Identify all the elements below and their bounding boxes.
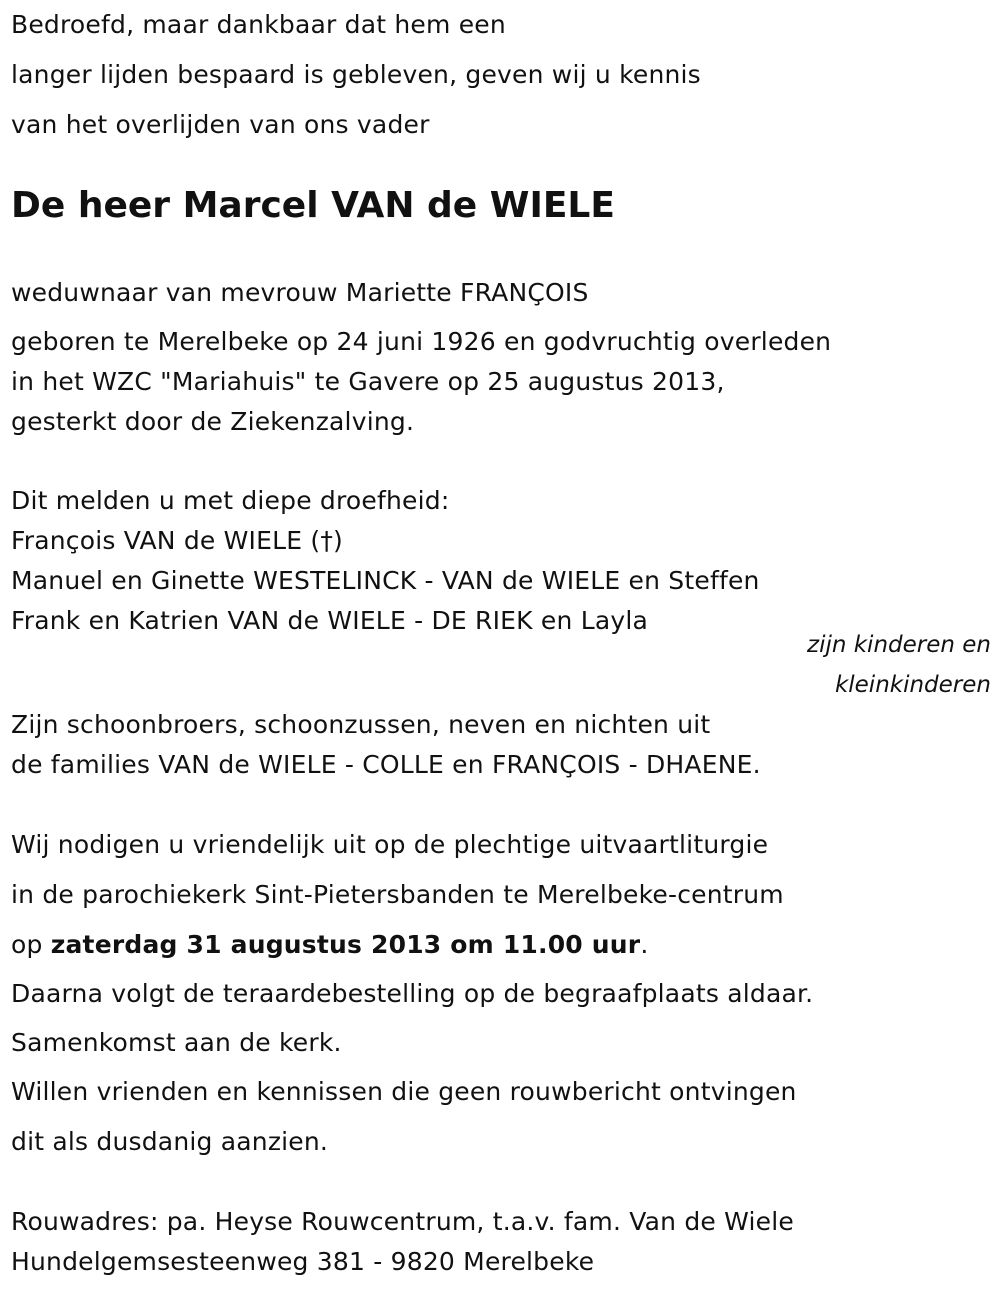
ceremony-line-4: Daarna volgt de teraardebestelling op de begraafplaats aldaar. xyxy=(11,979,814,1008)
ceremony-line-5: Samenkomst aan de kerk. xyxy=(11,1028,342,1057)
intro-line-3: van het overlijden van ons vader xyxy=(11,110,430,139)
family-intro: Dit melden u met diepe droefheid: xyxy=(11,486,450,515)
extended-family-line-2: de families VAN de WIELE - COLLE en FRANÇOIS - DHAENE. xyxy=(11,750,761,779)
intro-line-1: Bedroefd, maar dankbaar dat hem een xyxy=(11,10,506,39)
relation-line-1: zijn kinderen en xyxy=(807,632,991,658)
birth-line-3: gesterkt door de Ziekenzalving. xyxy=(11,407,415,436)
ceremony-date-suffix: . xyxy=(640,930,649,959)
family-member-2: Manuel en Ginette WESTELINCK - VAN de WIELE en Steffen xyxy=(11,566,760,595)
birth-line-2: in het WZC "Mariahuis" te Gavere op 25 augustus 2013, xyxy=(11,367,725,396)
intro-line-2: langer lijden bespaard is gebleven, geven wij u kennis xyxy=(11,60,701,89)
ceremony-date: zaterdag 31 augustus 2013 om 11.00 uur xyxy=(50,930,641,959)
widower-line: weduwnaar van mevrouw Mariette FRANÇOIS xyxy=(11,278,589,307)
ceremony-line-1: Wij nodigen u vriendelijk uit op de plechtige uitvaartliturgie xyxy=(11,830,769,859)
ceremony-line-6: Willen vrienden en kennissen die geen rouwbericht ontvingen xyxy=(11,1077,797,1106)
family-member-1: François VAN de WIELE (†) xyxy=(11,526,343,555)
extended-family-line-1: Zijn schoonbroers, schoonzussen, neven en nichten uit xyxy=(11,710,711,739)
ceremony-line-3 xyxy=(11,930,648,960)
relation-line-2: kleinkinderen xyxy=(834,672,991,698)
deceased-name: De heer Marcel VAN de WIELE xyxy=(11,185,615,226)
ceremony-line-7: dit als dusdanig aanzien. xyxy=(11,1127,329,1156)
address-line-2: Hundelgemsesteenweg 381 - 9820 Merelbeke xyxy=(11,1247,595,1276)
address-line-1: Rouwadres: pa. Heyse Rouwcentrum, t.a.v. fam. Van de Wiele xyxy=(11,1207,794,1236)
family-member-3: Frank en Katrien VAN de WIELE - DE RIEK en Layla xyxy=(11,606,649,635)
ceremony-date-prefix: op xyxy=(11,930,51,959)
ceremony-line-2: in de parochiekerk Sint-Pietersbanden te Merelbeke-centrum xyxy=(11,880,784,909)
birth-line-1: geboren te Merelbeke op 24 juni 1926 en godvruchtig overleden xyxy=(11,327,832,356)
